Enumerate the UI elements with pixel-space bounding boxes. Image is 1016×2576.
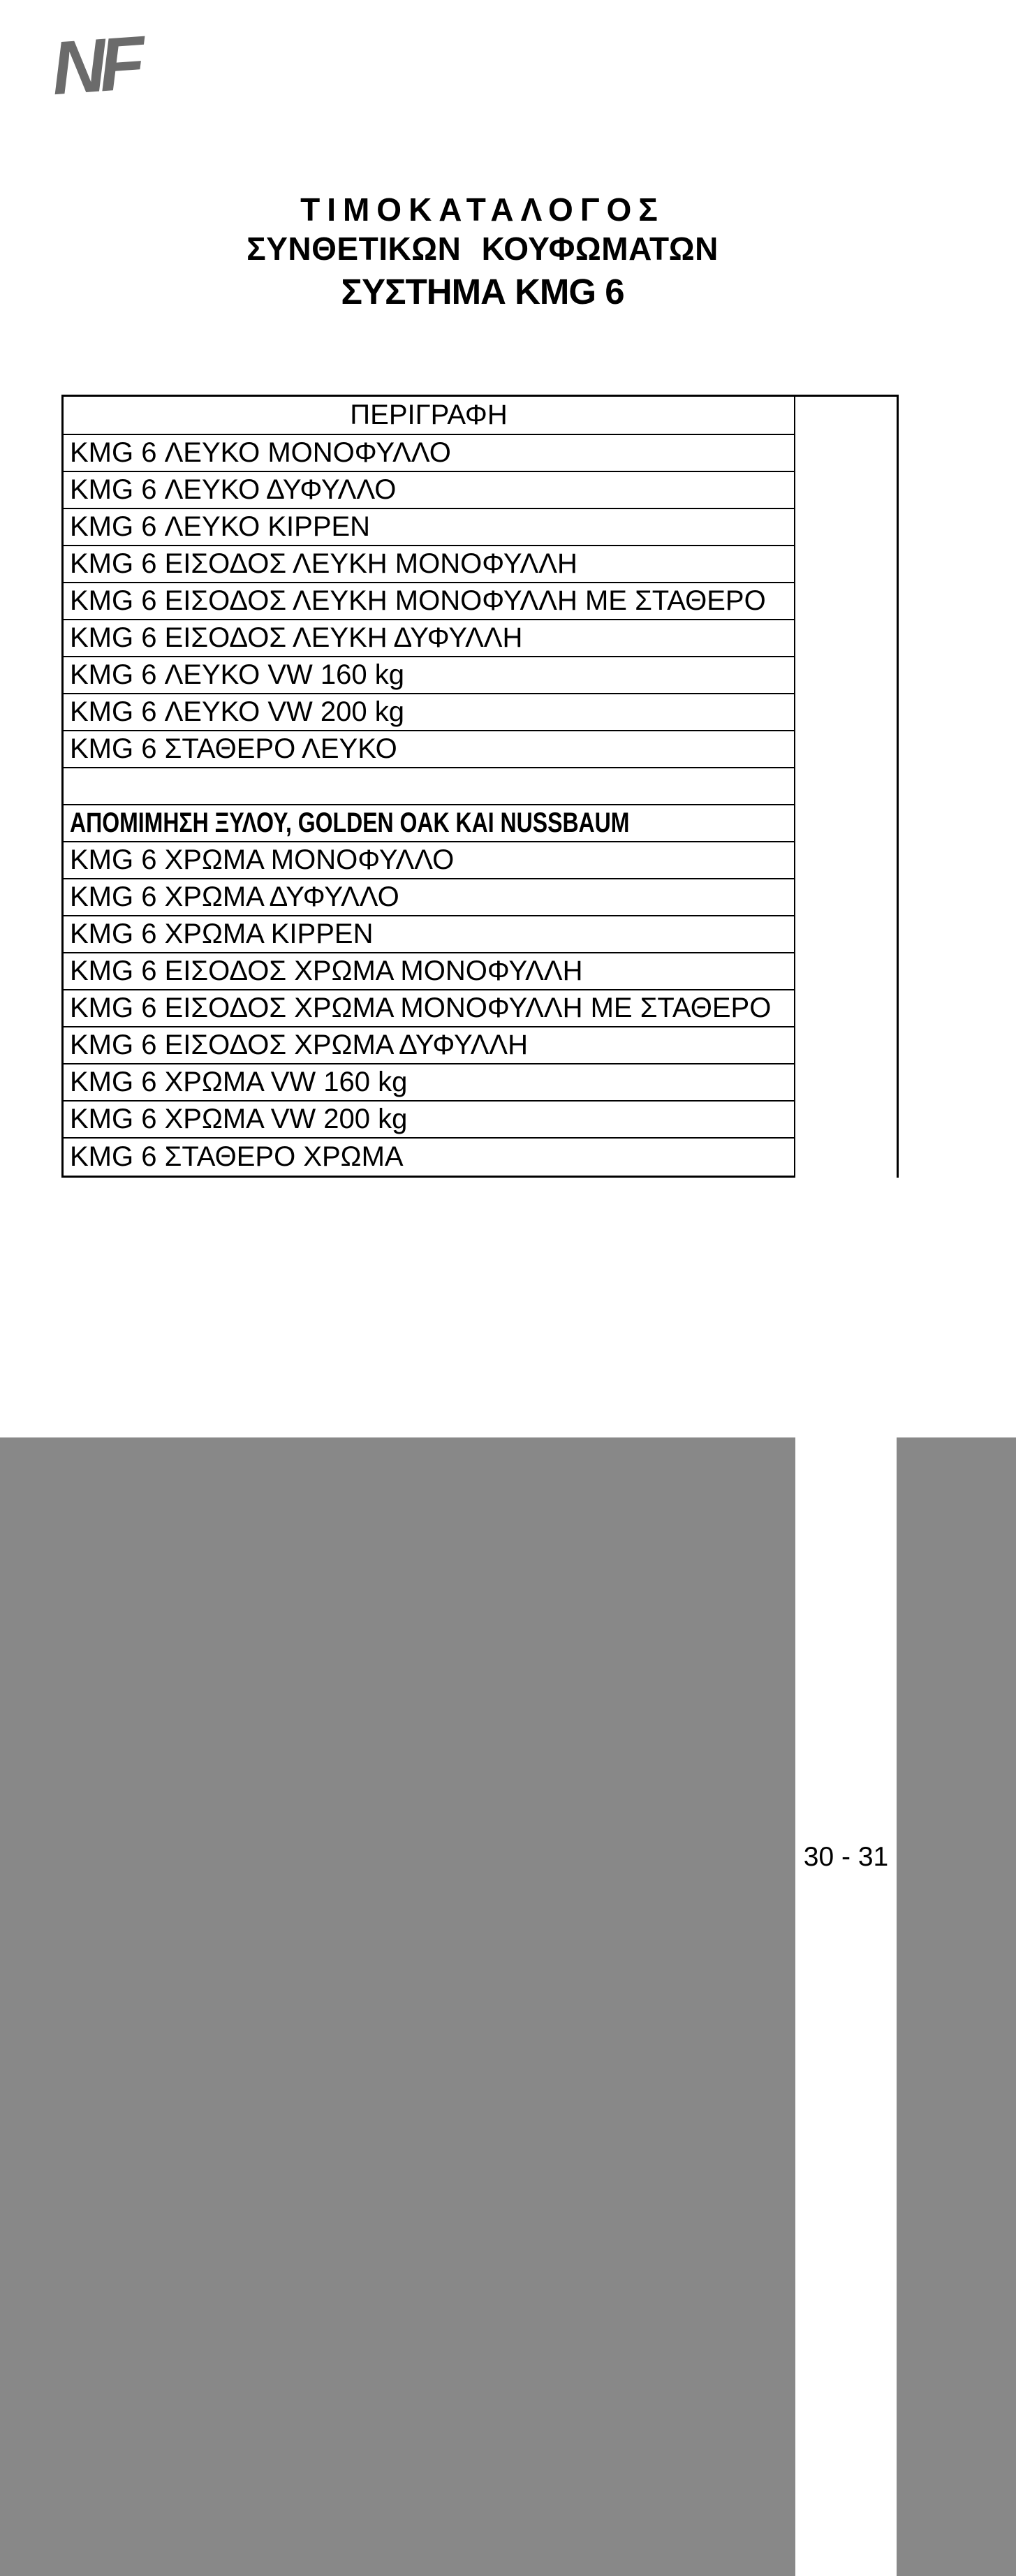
price-table <box>61 395 899 1872</box>
title-line-3: ΣΥΣΤΗΜΑ KMG 6 <box>341 272 624 312</box>
table-row <box>64 953 897 990</box>
table-row <box>64 731 897 768</box>
table-row <box>64 879 897 916</box>
row-description: KMG 6 ΧΡΩΜΑ VW 160 kg <box>64 1064 795 1100</box>
row-description: KMG 6 ΕΙΣΟΔΟΣ ΛΕΥΚΗ ΔΥΦΥΛΛΗ <box>64 620 795 656</box>
table-row <box>64 546 897 583</box>
table-row <box>64 583 897 620</box>
row-description: KMG 6 ΛΕΥΚΟ KIPPEN <box>64 509 795 545</box>
row-description: KMG 6 ΣΤΑΘΕΡΟ ΧΡΩΜΑ <box>64 1139 795 1176</box>
row-description: KMG 6 ΛΕΥΚΟ VW 160 kg <box>64 657 795 693</box>
table-row <box>64 916 897 953</box>
title-block <box>168 190 797 312</box>
nf-logo <box>48 20 142 111</box>
table-row <box>64 842 897 879</box>
row-description: KMG 6 ΧΡΩΜΑ ΜΟΝΟΦΥΛΛΟ <box>64 842 795 878</box>
row-description <box>64 768 795 804</box>
table-row <box>64 657 897 694</box>
table-header-row <box>64 397 897 435</box>
table-row <box>64 768 897 805</box>
row-description: KMG 6 ΛΕΥΚΟ ΔΥΦΥΛΛΟ <box>64 472 795 508</box>
row-description: KMG 6 ΧΡΩΜΑ KIPPEN <box>64 916 795 952</box>
title-line-2: ΣΥΝΘΕΤΙΚΩΝ ΚΟΥΦΩΜΑΤΩΝ <box>246 230 719 267</box>
header-description: ΠΕΡΙΓΡΑΦΗ <box>64 397 795 434</box>
table-row <box>64 1064 897 1102</box>
table-row <box>64 1027 897 1064</box>
nf-logo-text: NF <box>48 20 142 111</box>
row-description: KMG 6 ΕΙΣΟΔΟΣ ΧΡΩΜΑ ΔΥΦΥΛΛΗ <box>64 1027 795 1063</box>
row-description: KMG 6 ΧΡΩΜΑ ΔΥΦΥΛΛΟ <box>64 879 795 915</box>
row-page: 30 - 31 <box>795 1139 897 2576</box>
table-row <box>64 1102 897 1139</box>
row-description: KMG 6 ΛΕΥΚΟ VW 200 kg <box>64 694 795 730</box>
row-description: KMG 6 ΕΙΣΟΔΟΣ ΧΡΩΜΑ ΜΟΝΟΦΥΛΛΗ ΜΕ ΣΤΑΘΕΡΟ <box>64 990 795 1026</box>
table-row <box>64 620 897 657</box>
table-row <box>64 509 897 546</box>
row-description: KMG 6 ΕΙΣΟΔΟΣ ΛΕΥΚΗ ΜΟΝΟΦΥΛΛΗ ΜΕ ΣΤΑΘΕΡΟ <box>64 583 795 619</box>
table-row <box>64 694 897 731</box>
title-line-1: ΤΙΜΟΚΑΤΑΛΟΓΟΣ <box>300 191 665 228</box>
row-description: KMG 6 ΕΙΣΟΔΟΣ ΧΡΩΜΑ ΜΟΝΟΦΥΛΛΗ <box>64 953 795 989</box>
row-description: KMG 6 ΧΡΩΜΑ VW 200 kg <box>64 1102 795 1137</box>
row-description: KMG 6 ΣΤΑΘΕΡΟ ΛΕΥΚΟ <box>64 731 795 767</box>
table-row <box>64 990 897 1027</box>
table-row <box>64 805 897 842</box>
row-description: ΑΠΟΜΙΜΗΣΗ ΞΥΛΟΥ, GOLDEN OAK ΚΑΙ NUSSBAUM <box>64 805 795 841</box>
table-row <box>64 472 897 509</box>
table-row <box>64 435 897 472</box>
row-description: KMG 6 ΕΙΣΟΔΟΣ ΛΕΥΚΗ ΜΟΝΟΦΥΛΛΗ <box>64 546 795 582</box>
table-row <box>64 1139 897 1872</box>
row-description: KMG 6 ΛΕΥΚΟ ΜΟΝΟΦΥΛΛΟ <box>64 435 795 471</box>
